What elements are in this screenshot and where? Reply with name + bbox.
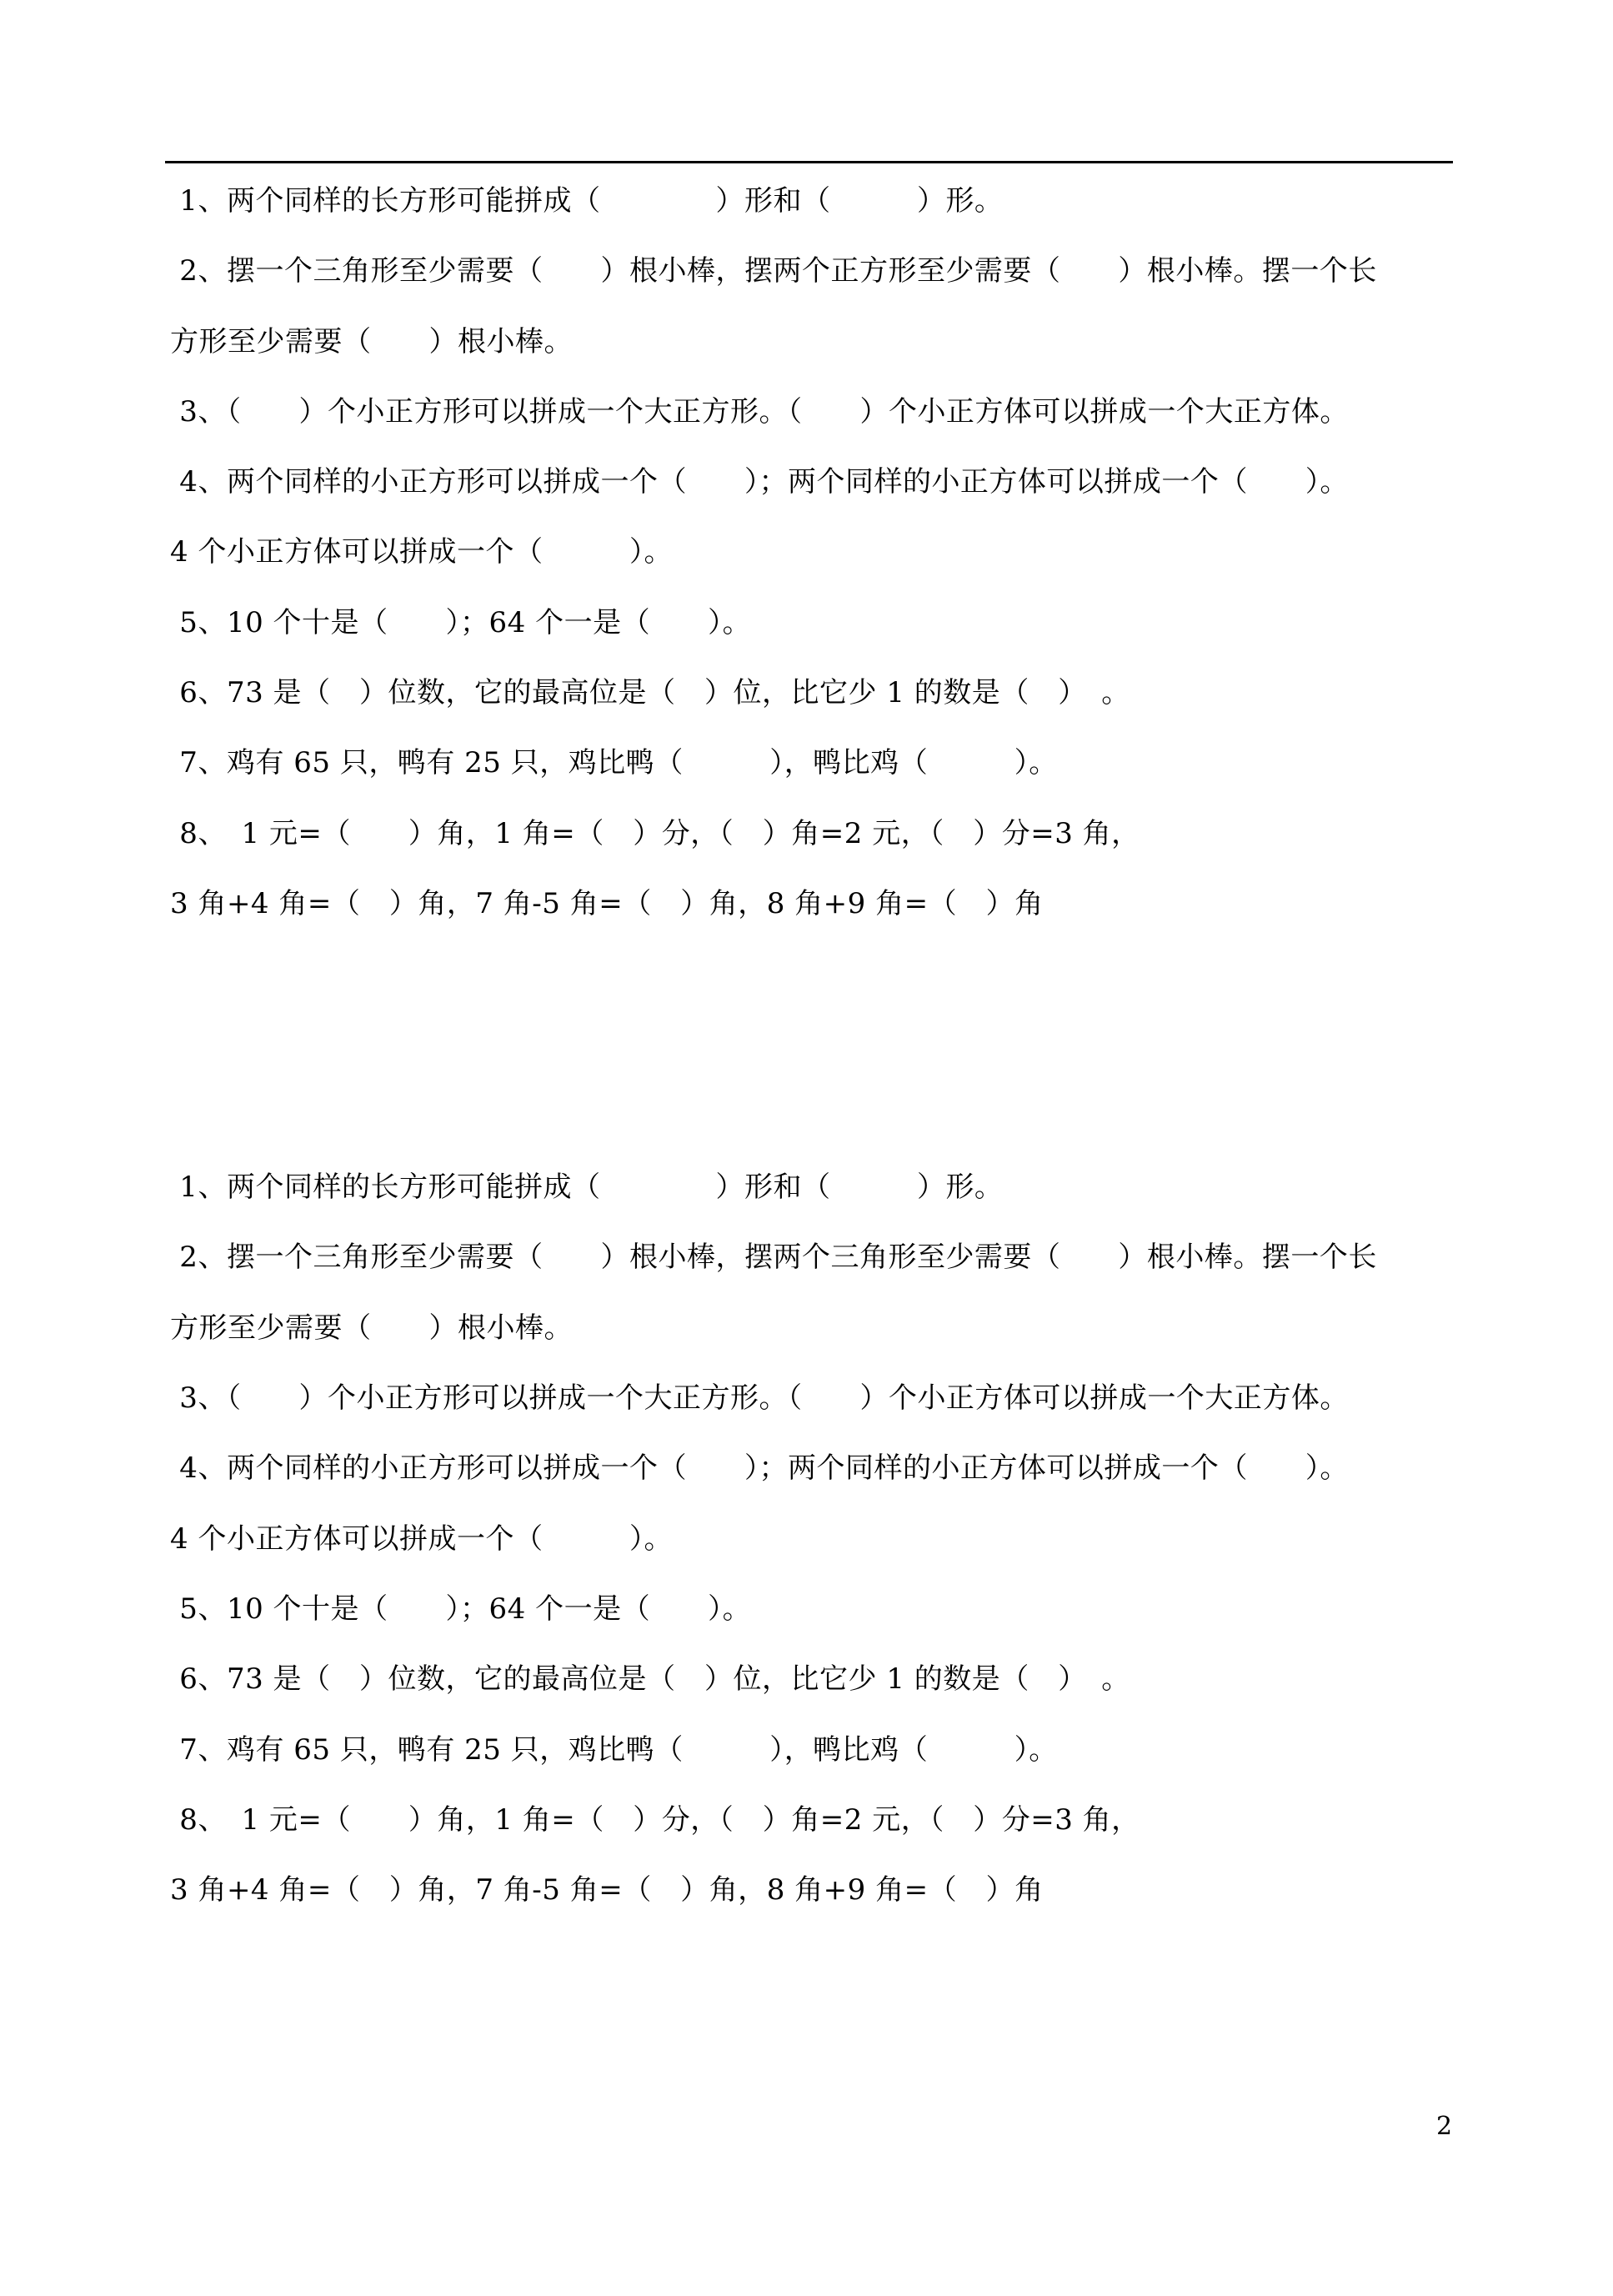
header-rule [165, 161, 1453, 163]
question-8-line: 8、 1 元=（ ）角，1 角=（ ）分，（ ）角=2 元，（ ）分=3 角， [170, 817, 1140, 850]
question-2-line: 2、摆一个三角形至少需要（ ）根小棒，摆两个三角形至少需要（ ）根小棒。摆一个长 [170, 1241, 1377, 1274]
question-2-continuation: 方形至少需要（ ）根小棒。 [170, 325, 573, 358]
question-8-continuation: 3 角+4 角=（ ）角，7 角-5 角=（ ）角，8 角+9 角=（ ）角 [170, 1873, 1044, 1907]
question-4-continuation: 4 个小正方体可以拼成一个（ ）。 [170, 535, 673, 569]
page-number: 2 [1436, 2112, 1453, 2141]
question-5-line: 5、10 个十是（ ）；64 个一是（ ）。 [170, 606, 752, 639]
question-3-line: 3、（ ）个小正方形可以拼成一个大正方形。（ ）个小正方体可以拼成一个大正方体。 [170, 395, 1349, 429]
question-8-line: 8、 1 元=（ ）角，1 角=（ ）分，（ ）角=2 元，（ ）分=3 角， [170, 1803, 1140, 1837]
question-6-line: 6、73 是（ ）位数，它的最高位是（ ）位，比它少 1 的数是（ ） 。 [170, 1662, 1130, 1696]
question-2-line: 2、摆一个三角形至少需要（ ）根小棒，摆两个正方形至少需要（ ）根小棒。摆一个长 [170, 254, 1377, 288]
question-3-line: 3、（ ）个小正方形可以拼成一个大正方形。（ ）个小正方体可以拼成一个大正方体。 [170, 1381, 1349, 1415]
question-5-line: 5、10 个十是（ ）；64 个一是（ ）。 [170, 1592, 752, 1626]
question-1-line: 1、两个同样的长方形可能拼成（ ）形和（ ）形。 [170, 184, 1004, 218]
question-7-line: 7、鸡有 65 只，鸭有 25 只，鸡比鸭（ ），鸭比鸡（ ）。 [170, 746, 1058, 780]
question-2-continuation: 方形至少需要（ ）根小棒。 [170, 1311, 573, 1345]
question-6-line: 6、73 是（ ）位数，它的最高位是（ ）位，比它少 1 的数是（ ） 。 [170, 676, 1130, 709]
question-4-line: 4、两个同样的小正方形可以拼成一个（ ）；两个同样的小正方体可以拼成一个（ ）。 [170, 465, 1349, 499]
question-7-line: 7、鸡有 65 只，鸭有 25 只，鸡比鸭（ ），鸭比鸡（ ）。 [170, 1733, 1058, 1767]
question-4-continuation: 4 个小正方体可以拼成一个（ ）。 [170, 1522, 673, 1556]
question-8-continuation: 3 角+4 角=（ ）角，7 角-5 角=（ ）角，8 角+9 角=（ ）角 [170, 887, 1044, 920]
question-1-line: 1、两个同样的长方形可能拼成（ ）形和（ ）形。 [170, 1171, 1004, 1204]
question-4-line: 4、两个同样的小正方形可以拼成一个（ ）；两个同样的小正方体可以拼成一个（ ）。 [170, 1451, 1349, 1485]
